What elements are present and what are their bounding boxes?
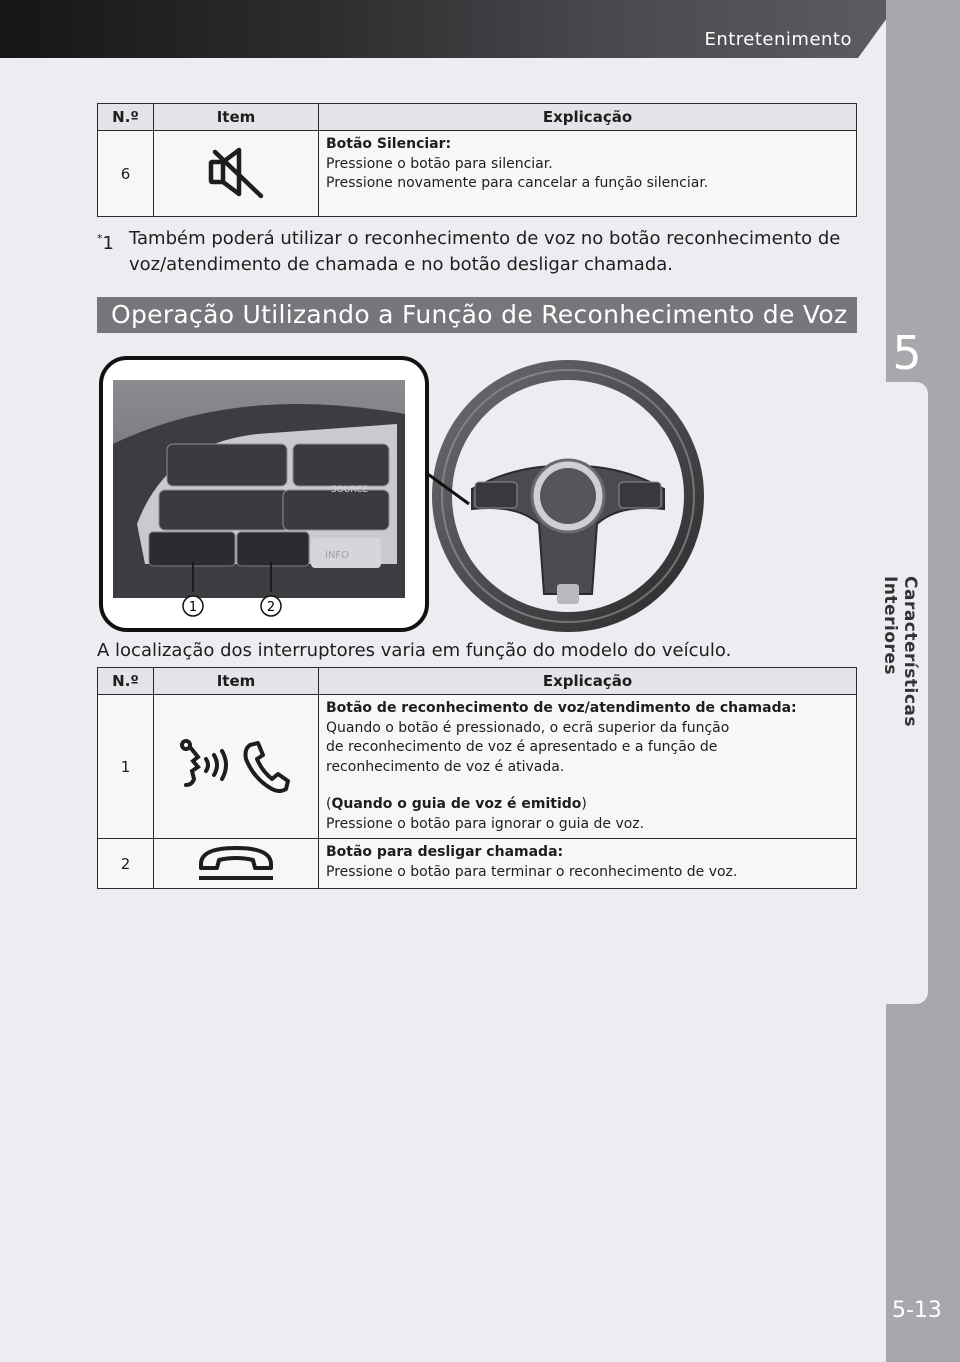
source-button-label: SOURCE: [331, 485, 369, 495]
callout-2: 2: [266, 600, 276, 615]
table-row: [98, 839, 857, 889]
item-cell: [154, 695, 319, 839]
explanation-cell: [319, 839, 857, 889]
page-number: 5-13: [892, 1298, 942, 1323]
voice-phone-icons: [176, 735, 296, 795]
explanation-line: Pressione o botão para silenciar.: [326, 155, 553, 172]
sub-heading: (Quando o guia de voz é emitido): [326, 796, 587, 812]
hang-up-button: [237, 532, 309, 566]
row-number: 6: [98, 131, 154, 217]
col-explanation: Explicação: [319, 104, 857, 131]
row-number: 2: [98, 839, 154, 889]
explanation-line: Pressione o botão para ignorar o guia de voz.: [326, 815, 645, 832]
section-title: Operação Utilizando a Função de Reconhecimento de Voz: [97, 297, 857, 333]
controls-table-2: [97, 667, 857, 889]
controls-table-1: [97, 103, 857, 217]
voice-recognition-button: [149, 532, 235, 566]
explanation-line: Pressione novamente para cancelar a função silenciar.: [326, 175, 709, 191]
item-title: Botão para desligar chamada:: [326, 844, 564, 860]
explanation-line: Quando o botão é pressionado, o ecrã superior da função: [326, 719, 730, 736]
phone-hangup-icon: [195, 840, 277, 884]
table-header-row: [98, 104, 857, 131]
explanation-line: Pressione o botão para terminar o reconhecimento de voz.: [326, 863, 738, 880]
explanation-cell: [319, 131, 857, 217]
mute-speaker-icon: [205, 144, 267, 200]
col-item: Item: [154, 668, 319, 695]
table-row: [98, 131, 857, 217]
col-item: Item: [154, 104, 319, 131]
row-number: 1: [98, 695, 154, 839]
explanation-cell: [319, 695, 857, 839]
item-cell: [154, 131, 319, 217]
chapter-number: 5: [892, 326, 922, 380]
zoom-inset: [101, 358, 427, 630]
table-row: [98, 695, 857, 839]
item-title: Botão de reconhecimento de voz/atendimento de chamada:: [326, 700, 797, 716]
footnote: [97, 226, 867, 278]
table-header-row: [98, 668, 857, 695]
item-cell: [154, 839, 319, 889]
explanation-line: reconhecimento de voz é ativada.: [326, 758, 565, 775]
figure-caption: A localização dos interruptores varia em função do modelo do veículo.: [97, 640, 732, 661]
phone-answer-icon: [246, 743, 289, 791]
col-no: N.º: [98, 104, 154, 131]
steering-wheel: [442, 370, 694, 622]
col-explanation: Explicação: [319, 668, 857, 695]
col-no: N.º: [98, 668, 154, 695]
callout-1: 1: [188, 600, 198, 615]
voice-recognition-icon: [182, 741, 226, 785]
item-title: Botão Silenciar:: [326, 136, 452, 152]
footnote-text: Também poderá utilizar o reconhecimento de voz no botão reconhecimento de voz/atendimento de chamada e no botão desligar chamada.: [129, 228, 841, 275]
header-title: Entretenimento: [704, 29, 852, 50]
info-button-label: INFO: [325, 550, 350, 561]
explanation-line: de reconhecimento de voz é apresentado e a função de: [326, 739, 718, 755]
chapter-title: Características Interiores: [880, 576, 920, 727]
steering-wheel-figure: [97, 354, 717, 634]
footnote-mark: *1: [97, 232, 114, 254]
